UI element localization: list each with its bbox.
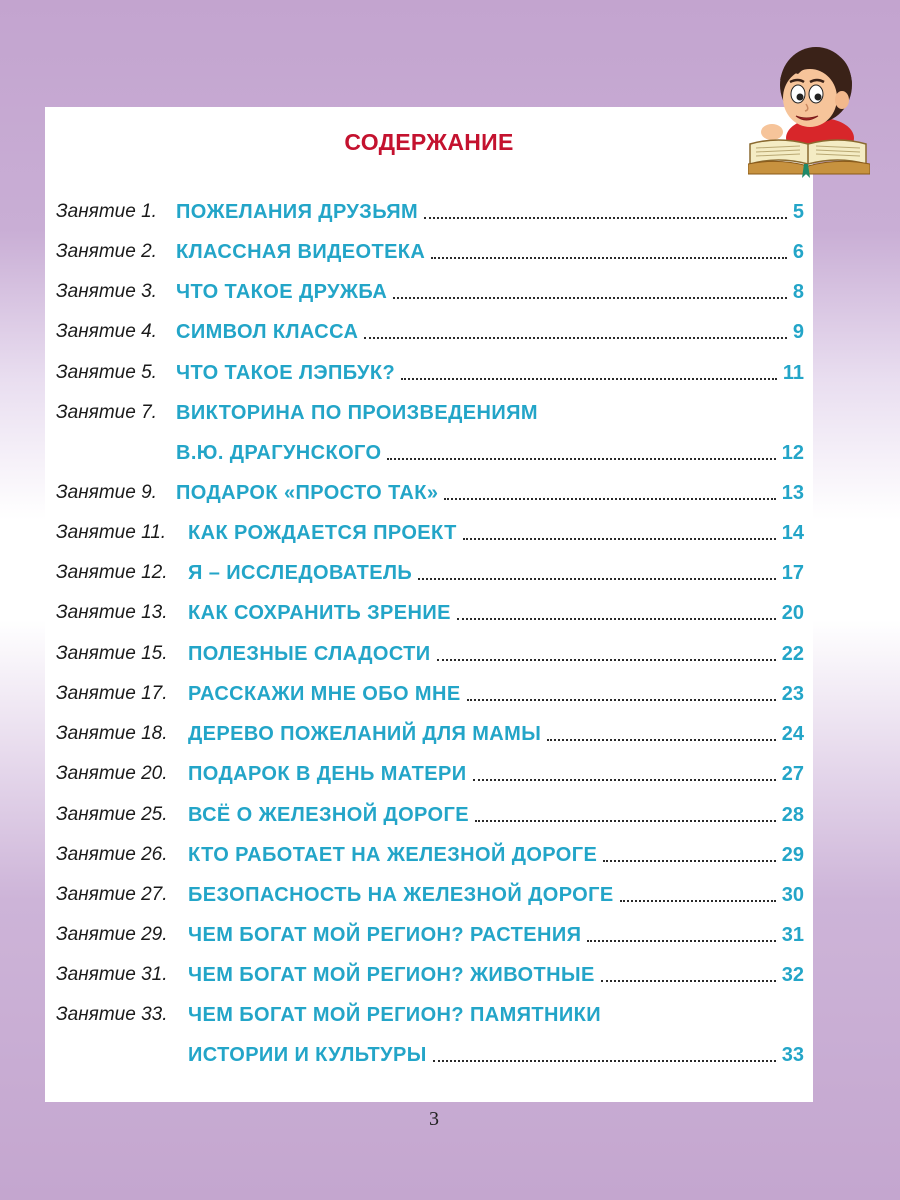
lesson-number: Занятие 7. (56, 402, 157, 423)
lesson-title: ПОДАРОК В ДЕНЬ МАТЕРИ (188, 763, 467, 785)
lesson-number: Занятие 4. (56, 321, 157, 342)
lesson-title: Я – ИССЛЕДОВАТЕЛЬ (188, 562, 413, 584)
lesson-title: ДЕРЕВО ПОЖЕЛАНИЙ ДЛЯ МАМЫ (188, 723, 542, 745)
page-ref: 9 (792, 321, 804, 343)
lesson-title: СИМВОЛ КЛАССА (176, 321, 359, 343)
dotted-leader (424, 217, 787, 219)
dotted-leader (401, 378, 777, 380)
lesson-title-continuation: ИСТОРИИ И КУЛЬТУРЫ (188, 1044, 427, 1066)
toc-entry (0, 518, 900, 548)
lesson-title: ЧЕМ БОГАТ МОЙ РЕГИОН? ПАМЯТНИКИ (188, 1004, 602, 1026)
lesson-title: ВИКТОРИНА ПО ПРОИЗВЕДЕНИЯМ (176, 402, 538, 424)
toc-entry (0, 719, 900, 749)
dotted-leader (393, 297, 787, 299)
toc-entry-continuation (0, 1040, 900, 1070)
page-title: СОДЕРЖАНИЕ (344, 129, 514, 155)
page-ref: 29 (781, 844, 804, 866)
lesson-number: Занятие 1. (56, 201, 157, 222)
lesson-number: Занятие 18. (56, 723, 168, 744)
page-ref: 12 (781, 442, 804, 464)
page-ref: 31 (781, 924, 804, 946)
dotted-leader (418, 578, 776, 580)
lesson-number: Занятие 29. (56, 924, 168, 945)
lesson-title: ПОДАРОК «ПРОСТО ТАК» (176, 482, 439, 504)
lesson-title: КТО РАБОТАЕТ НА ЖЕЛЕЗНОЙ ДОРОГЕ (188, 844, 598, 866)
page-ref: 22 (781, 643, 804, 665)
toc-entry (0, 920, 900, 950)
toc-entry (0, 277, 900, 307)
page-ref: 13 (781, 482, 804, 504)
lesson-title: БЕЗОПАСНОСТЬ НА ЖЕЛЕЗНОЙ ДОРОГЕ (188, 884, 614, 906)
page-ref: 11 (782, 362, 804, 384)
lesson-title: ПОЛЕЗНЫЕ СЛАДОСТИ (188, 643, 431, 665)
toc-entry (0, 639, 900, 669)
toc-entry (0, 800, 900, 830)
lesson-title: РАССКАЖИ МНЕ ОБО МНЕ (188, 683, 461, 705)
lesson-title: КАК РОЖДАЕТСЯ ПРОЕКТ (188, 522, 457, 544)
lesson-title: ЧЕМ БОГАТ МОЙ РЕГИОН? ЖИВОТНЫЕ (188, 964, 595, 986)
dotted-leader (587, 940, 775, 942)
dotted-leader (457, 618, 776, 620)
toc-entry (0, 960, 900, 990)
dotted-leader (431, 257, 787, 259)
lesson-number: Занятие 33. (56, 1004, 168, 1025)
toc-entry (0, 237, 900, 267)
lesson-number: Занятие 15. (56, 643, 168, 664)
dotted-leader (437, 659, 776, 661)
lesson-number: Занятие 17. (56, 683, 168, 704)
dotted-leader (387, 458, 775, 460)
lesson-number: Занятие 20. (56, 763, 168, 784)
toc-entry (0, 197, 900, 227)
page-ref: 5 (792, 201, 804, 223)
lesson-title: ЧТО ТАКОЕ ЛЭПБУК? (176, 362, 396, 384)
page-ref: 28 (781, 804, 804, 826)
dotted-leader (475, 820, 776, 822)
toc-entry (0, 598, 900, 628)
dotted-leader (601, 980, 776, 982)
page-ref: 6 (792, 241, 804, 263)
page-ref: 8 (792, 281, 804, 303)
dotted-leader (433, 1060, 776, 1062)
lesson-number: Занятие 26. (56, 844, 168, 865)
toc-entry (0, 398, 900, 428)
toc-entry (0, 880, 900, 910)
page-ref: 33 (781, 1044, 804, 1066)
lesson-number: Занятие 9. (56, 482, 157, 503)
page-ref: 14 (781, 522, 804, 544)
toc-entry (0, 1000, 900, 1030)
toc-entry (0, 317, 900, 347)
page-ref: 32 (781, 964, 804, 986)
lesson-number: Занятие 11. (56, 522, 167, 543)
toc-entry-continuation (0, 438, 900, 468)
lesson-title: ВСЁ О ЖЕЛЕЗНОЙ ДОРОГЕ (188, 804, 469, 826)
dotted-leader (547, 739, 776, 741)
dotted-leader (364, 337, 787, 339)
lesson-number: Занятие 12. (56, 562, 168, 583)
lesson-title: ПОЖЕЛАНИЯ ДРУЗЬЯМ (176, 201, 419, 223)
page-ref: 20 (781, 602, 804, 624)
dotted-leader (444, 498, 775, 500)
toc-entry (0, 358, 900, 388)
page-ref: 24 (781, 723, 804, 745)
lesson-number: Занятие 2. (56, 241, 157, 262)
dotted-leader (473, 779, 776, 781)
dotted-leader (463, 538, 776, 540)
boy-reading-book-illustration (748, 40, 870, 178)
lesson-number: Занятие 13. (56, 602, 168, 623)
lesson-number: Занятие 5. (56, 362, 157, 383)
lesson-title: ЧТО ТАКОЕ ДРУЖБА (176, 281, 388, 303)
page-ref: 23 (781, 683, 804, 705)
dotted-leader (603, 860, 776, 862)
lesson-title: КАК СОХРАНИТЬ ЗРЕНИЕ (188, 602, 451, 624)
page-ref: 30 (781, 884, 804, 906)
toc-entry (0, 679, 900, 709)
lesson-title: КЛАССНАЯ ВИДЕОТЕКА (176, 241, 426, 263)
toc-entry (0, 558, 900, 588)
lesson-title: ЧЕМ БОГАТ МОЙ РЕГИОН? РАСТЕНИЯ (188, 924, 582, 946)
page-ref: 17 (781, 562, 804, 584)
toc-entry (0, 759, 900, 789)
lesson-number: Занятие 25. (56, 804, 168, 825)
lesson-number: Занятие 31. (56, 964, 168, 985)
toc-entry (0, 840, 900, 870)
page-number: 3 (429, 1108, 439, 1130)
page-ref: 27 (781, 763, 804, 785)
lesson-number: Занятие 3. (56, 281, 157, 302)
dotted-leader (620, 900, 776, 902)
lesson-number: Занятие 27. (56, 884, 168, 905)
lesson-title-continuation: В.Ю. ДРАГУНСКОГО (176, 442, 382, 464)
toc-entry (0, 478, 900, 508)
dotted-leader (467, 699, 776, 701)
